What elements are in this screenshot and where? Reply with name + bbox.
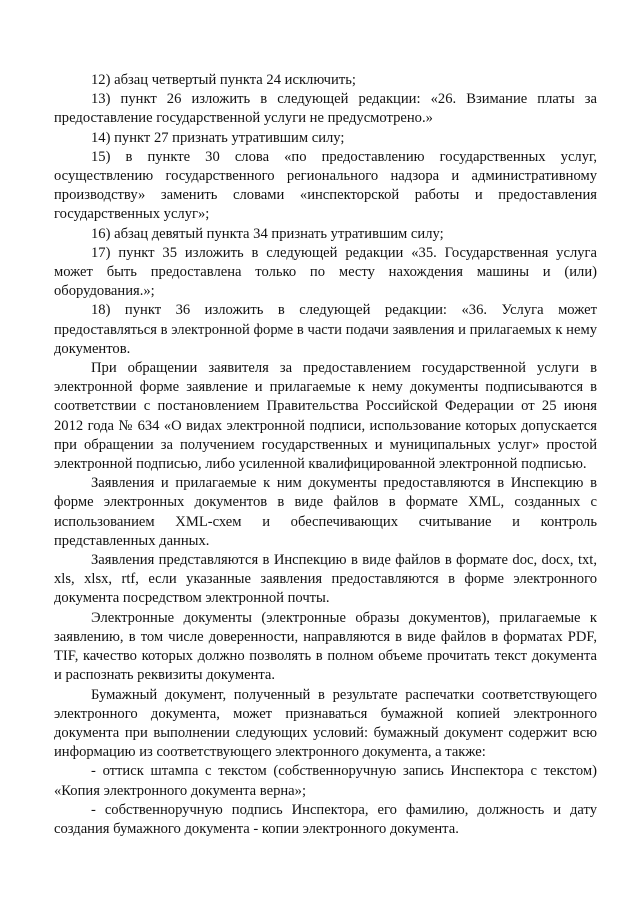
paragraph-file-formats: Заявления представляются в Инспекцию в виде файлов в формате doc, docx, txt, xls, xlsx, rtf, если указанные заявления предоставляются в форме электронного документа посредством электронной почты. xyxy=(54,552,597,607)
paragraph-item-17: 17) пункт 35 изложить в следующей редакции «35. Государственная услуга может быть предоставлена только по месту нахождения машины и (или) оборудования.»; xyxy=(54,244,597,300)
document-page xyxy=(54,71,597,839)
paragraph-item-18: 18) пункт 36 изложить в следующей редакции: «36. Услуга может предоставляться в электронной форме в части подачи заявления и прилагаемых к нему документов. xyxy=(54,302,597,357)
paragraph-signature-item: - собственноручную подпись Инспектора, его фамилию, должность и дату создания бумажного документа - копии электронного документа. xyxy=(54,801,597,837)
paragraph-item-15: 15) в пункте 30 слова «по предоставлению государственных услуг, осуществлению государственного регионального надзора и административному производству» заменить словами «инспекторской работы и предоставления государственных услуг»; xyxy=(54,148,597,223)
paragraph-paper-copy: Бумажный документ, полученный в результате распечатки соответствующего электронного документа, может признаваться бумажной копией электронного документа при выполнении следующих условий: бумажный документ содержит всю информацию из соответствующего электронного документа, а также: xyxy=(54,686,597,761)
paragraph-item-12: 12) абзац четвертый пункта 24 исключить; xyxy=(91,72,356,88)
paragraph-stamp-item: - оттиск штампа с текстом (собственноручную запись Инспектора с текстом) «Копия электронного документа верна»; xyxy=(54,763,597,799)
paragraph-electronic-signature: При обращении заявителя за предоставлением государственной услуги в электронной форме заявление и прилагаемые к нему документы подписываются в соответствии с постановлением Правительства Российской Федерации от 25 июня 2012 года № 634 «О видах электронной подписи, использование которых допускается при обращении за получением государственных и муниципальных услуг» простой электронной подписью, либо усиленной квалифицированной электронной подписью. xyxy=(54,360,597,473)
paragraph-item-14: 14) пункт 27 признать утратившим силу; xyxy=(91,129,345,146)
paragraph-item-13: 13) пункт 26 изложить в следующей редакции: «26. Взимание платы за предоставление государственной услуги не предусмотрено.» xyxy=(54,91,597,127)
paragraph-electronic-images: Электронные документы (электронные образы документов), прилагаемые к заявлению, в том числе доверенности, направляются в виде файлов в форматах PDF, TIF, качество которых должно позволять в полном объеме прочитать текст документа и распознать реквизиты документа. xyxy=(54,609,597,684)
paragraph-xml-format: Заявления и прилагаемые к ним документы предоставляются в Инспекцию в форме электронных документов в виде файлов в формате XML, созданных с использованием XML-схем и обеспечивающих считывание и контроль представленных данных. xyxy=(54,475,597,549)
paragraph-item-16: 16) абзац девятый пункта 34 признать утратившим силу; xyxy=(91,225,444,242)
